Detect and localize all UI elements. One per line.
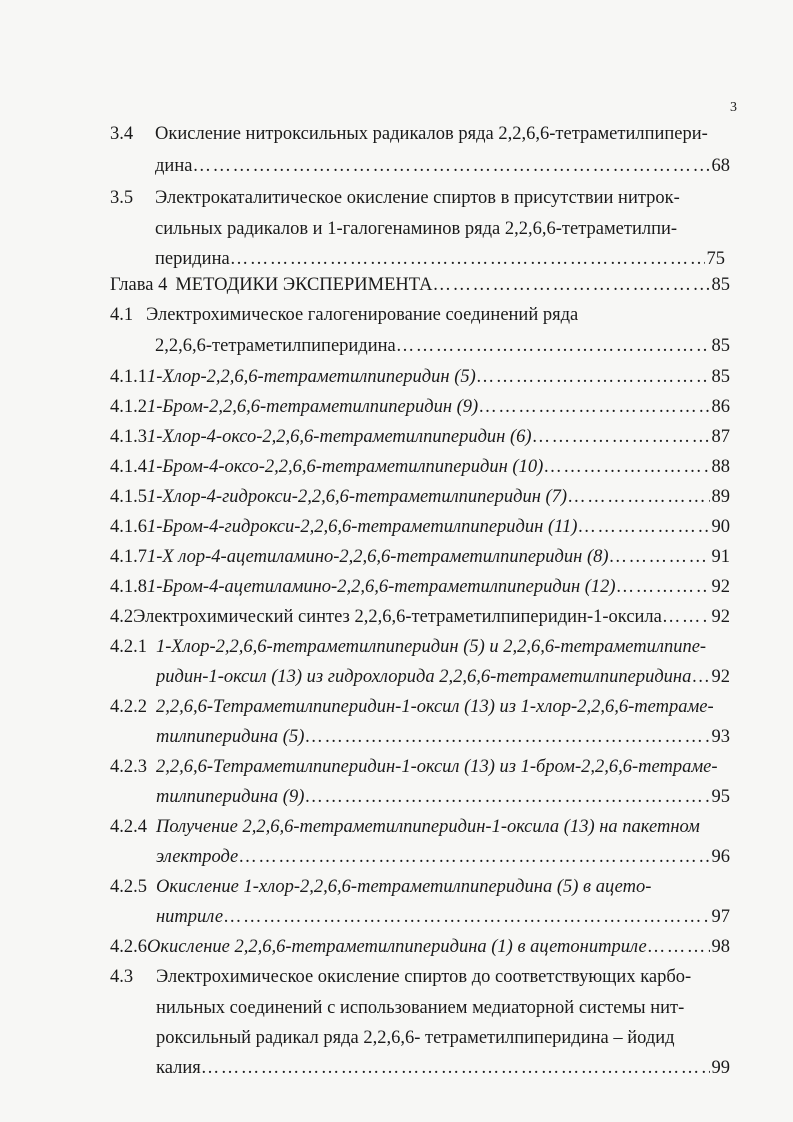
toc-entry-title: 1-Бром-4-оксо-2,2,6,6-тетраметилпиперидин (10) (147, 457, 544, 477)
toc-entry-title: Окисление 1-хлор-2,2,6,6-тетраметилпиперидина (5) в ацето- (156, 877, 652, 897)
toc-entry-number: 4.2 (110, 607, 134, 627)
toc-entry-title: Электрохимическое галогенирование соединений ряда (146, 305, 579, 325)
toc-entry-title-cont: дина (155, 156, 193, 176)
dot-leader (304, 782, 709, 812)
toc-entry-4-1-7 (110, 542, 730, 572)
toc-entry-title-cont: нильных соединений с использованием медиаторной системы нит- (156, 998, 685, 1018)
toc-entry-3-4-cont (155, 151, 730, 181)
dot-leader (532, 422, 710, 452)
page-number: 3 (730, 100, 737, 115)
dot-leader (567, 482, 709, 512)
toc-entry-page: 92 (711, 667, 730, 687)
toc-entry-title: 1-Хлор-2,2,6,6-тетраметилпиперидин (5) и 2,2,6,6-тетраметилпипе- (156, 637, 707, 657)
toc-entry-number: 4.2.4 (110, 817, 147, 837)
toc-entry-title: Электрохимическое окисление спиртов до соответствующих карбо- (156, 967, 692, 987)
toc-entry-page: 99 (711, 1058, 730, 1078)
toc-entry-3-4 (110, 119, 730, 149)
toc-entry-page: 87 (711, 427, 730, 447)
dot-leader (192, 151, 709, 181)
toc-entry-page: 90 (711, 517, 730, 537)
toc-entry-page: 88 (711, 457, 730, 477)
toc-entry-number: 4.2.5 (110, 877, 147, 897)
toc-entry-4-1-cont (155, 331, 730, 361)
toc-entry-number: 3.5 (110, 188, 134, 208)
toc-entry-page: 75 (706, 249, 725, 269)
toc-entry-title-cont: роксильный радикал ряда 2,2,6,6- тетраметилпиперидина – йодид (156, 1028, 675, 1048)
dot-leader (662, 602, 710, 632)
toc-entry-4-2-4-cont (156, 842, 730, 872)
toc-entry-page: 85 (711, 367, 730, 387)
dot-leader (609, 542, 710, 572)
toc-entry-page: 68 (711, 156, 730, 176)
toc-entry-number: 4.1 (110, 305, 134, 325)
toc-entry-4-1-1 (110, 362, 730, 392)
toc-entry-page: 92 (711, 607, 730, 627)
toc-entry-4-2-4 (110, 812, 730, 842)
toc-entry-4-2-3 (110, 752, 730, 782)
toc-entry-page: 86 (711, 397, 730, 417)
toc-entry-4-2-5 (110, 872, 730, 902)
toc-entry-title-cont: перидина (155, 249, 230, 269)
toc-entry-4-2 (110, 602, 730, 632)
toc-entry-4-1-5 (110, 482, 730, 512)
toc-entry-4-2-5-cont (156, 902, 730, 932)
toc-entry-4-3 (110, 962, 730, 992)
toc-entry-title: Получение 2,2,6,6-тетраметилпиперидин-1-оксила (13) на пакетном (156, 817, 700, 837)
toc-entry-page: 96 (711, 847, 730, 867)
toc-entry-number: Глава 4 (110, 275, 168, 295)
dot-leader (201, 1053, 710, 1083)
dot-leader (432, 270, 709, 300)
toc-entry-3-5 (110, 183, 730, 213)
toc-entry-number: 4.2.6 (110, 937, 147, 957)
toc-entry-title: 1-Хлор-4-оксо-2,2,6,6-тетраметилпиперидин (6) (147, 427, 532, 447)
toc-entry-4-1-2 (110, 392, 730, 422)
toc-entry-title-cont: нитриле (156, 907, 224, 927)
toc-entry-4-1 (110, 300, 730, 330)
toc-entry-number: 4.1.1 (110, 367, 147, 387)
dot-leader (304, 722, 709, 752)
toc-entry-number: 4.1.6 (110, 517, 147, 537)
toc-entry-title: Окисление 2,2,6,6-тетраметилпиперидина (1) в ацетонитриле (147, 937, 647, 957)
toc-entry-page: 98 (711, 937, 730, 957)
toc-entry-page: 95 (711, 787, 730, 807)
toc-entry-4-2-2-cont (156, 722, 730, 752)
toc-entry-4-2-2 (110, 692, 730, 722)
toc-entry-number: 4.1.7 (110, 547, 147, 567)
toc-entry-4-1-6 (110, 512, 730, 542)
toc-entry-4-1-3 (110, 422, 730, 452)
toc-entry-title-cont: электроде (156, 847, 239, 867)
toc-entry-title: 2,2,6,6-Тетраметилпиперидин-1-оксил (13) из 1-хлор-2,2,6,6-тетраме- (156, 697, 714, 717)
dot-leader (396, 331, 710, 361)
toc-entry-number: 4.2.1 (110, 637, 147, 657)
toc-entry-number: 4.1.2 (110, 397, 147, 417)
toc-entry-number: 4.2.3 (110, 757, 147, 777)
toc-entry-title: МЕТОДИКИ ЭКСПЕРИМЕНТА (175, 275, 433, 295)
toc-entry-title: 1-Х лор-4-ацетиламино-2,2,6,6-тетраметилпиперидин (8) (147, 547, 609, 567)
dot-leader (691, 662, 709, 692)
toc-entry-title-cont: тилпиперидина (9) (156, 787, 305, 807)
toc-entry-page: 97 (711, 907, 730, 927)
toc-entry-number: 4.2.2 (110, 697, 147, 717)
toc-entry-4-3-cont3 (156, 1053, 730, 1083)
toc-entry-4-2-3-cont (156, 782, 730, 812)
toc-entry-number: 4.1.3 (110, 427, 147, 447)
toc-entry-title-cont: 2,2,6,6-тетраметилпиперидина (155, 336, 396, 356)
dot-leader (478, 392, 709, 422)
toc-entry-3-5-cont (155, 214, 730, 244)
dot-leader (238, 842, 709, 872)
dot-leader (577, 512, 709, 542)
toc-entry-page: 92 (711, 577, 730, 597)
toc-entry-4-1-8 (110, 572, 730, 602)
toc-entry-4-2-1 (110, 632, 730, 662)
toc-entry-number: 4.1.8 (110, 577, 147, 597)
toc-entry-page: 85 (711, 275, 730, 295)
toc-entry-title: 1-Бром-2,2,6,6-тетраметилпиперидин (9) (147, 397, 479, 417)
toc-entry-4-3-cont2 (156, 1023, 730, 1053)
toc-entry-title: 1-Бром-4-ацетиламино-2,2,6,6-тетраметилпиперидин (12) (147, 577, 616, 597)
toc-entry-title: Электрохимический синтез 2,2,6,6-тетраметилпиперидин-1-оксила (133, 607, 662, 627)
toc-entry-title-cont: ридин-1-оксил (13) из гидрохлорида 2,2,6,6-тетраметилпиперидина (156, 667, 692, 687)
toc-entry-number: 4.1.5 (110, 487, 147, 507)
toc-entry-number: 4.3 (110, 967, 134, 987)
toc-entry-number: 3.4 (110, 124, 134, 144)
toc-entry-4-3-cont (156, 993, 730, 1023)
toc-entry-title-cont: тилпиперидина (5) (156, 727, 305, 747)
toc-entry-title: 1-Бром-4-гидрокси-2,2,6,6-тетраметилпиперидин (11) (147, 517, 578, 537)
toc-entry-title-cont: сильных радикалов и 1-галогенаминов ряда 2,2,6,6-тетраметилпи- (155, 219, 678, 239)
toc-entry-title: 2,2,6,6-Тетраметилпиперидин-1-оксил (13) из 1-бром-2,2,6,6-тетраме- (156, 757, 718, 777)
toc-entry-page: 85 (711, 336, 730, 356)
dot-leader (476, 362, 710, 392)
toc-entry-title: Окисление нитроксильных радикалов ряда 2,2,6,6-тетраметилпипери- (155, 124, 708, 144)
toc-entry-title: 1-Хлор-2,2,6,6-тетраметилпиперидин (5) (147, 367, 476, 387)
dot-leader (616, 572, 710, 602)
toc-entry-4-2-6 (110, 932, 730, 962)
toc-entry-title: Электрокаталитическое окисление спиртов в присутствии нитрок- (155, 188, 680, 208)
toc-entry-title-cont: калия (156, 1058, 201, 1078)
toc-entry-page: 93 (711, 727, 730, 747)
toc-entry-page: 89 (711, 487, 730, 507)
toc-entry-4-2-1-cont (156, 662, 730, 692)
toc-entry-4-1-4 (110, 452, 730, 482)
toc-entry-chapter-4 (110, 270, 730, 300)
dot-leader (647, 932, 710, 962)
toc-entry-page: 91 (711, 547, 730, 567)
toc-entry-number: 4.1.4 (110, 457, 147, 477)
toc-entry-title: 1-Хлор-4-гидрокси-2,2,6,6-тетраметилпиперидин (7) (147, 487, 568, 507)
dot-leader (543, 452, 709, 482)
dot-leader (223, 902, 709, 932)
